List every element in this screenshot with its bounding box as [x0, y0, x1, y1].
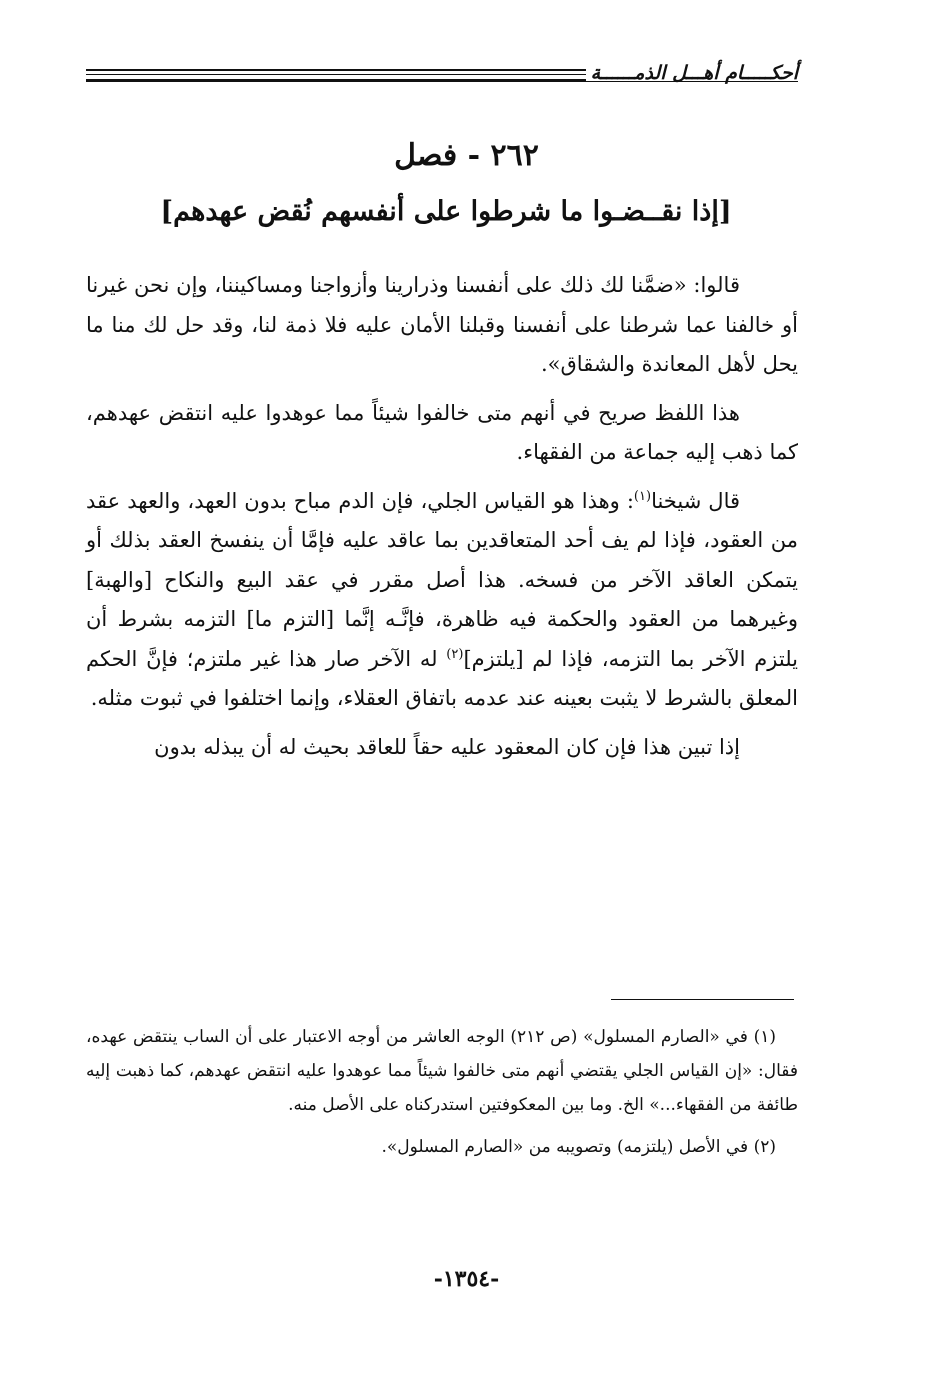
main-text — [86, 266, 798, 776]
footnotes — [86, 1020, 798, 1172]
page-number: -١٣٥٤- — [433, 1266, 500, 1292]
footnote-ref-2[interactable]: (٢) — [446, 646, 464, 662]
running-header — [86, 58, 798, 98]
paragraph-3-text-c: له الآخر صار هذا غير ملتزم؛ فإنَّ الحكم المعلق بالشرط لا يثبت بعينه عند عدمه باتفاق العقلاء، وإنما اختلفوا في ثبوت مثله. — [86, 646, 798, 710]
chapter-subtitle: [إذا نقــضـوا ما شرطوا على أنفسهم نُقض عهدهم] — [160, 196, 732, 227]
header-underline — [86, 81, 798, 82]
footnote-separator — [611, 999, 794, 1000]
paragraph-4: إذا تبين هذا فإن كان المعقود عليه حقاً للعاقد بحيث له أن يبذله بدون — [154, 734, 740, 759]
header-double-rule — [86, 69, 586, 81]
footnote-ref-1[interactable]: (١) — [633, 488, 652, 504]
running-header-title: أحكـــــام أهـــل الذمــــــة — [590, 62, 798, 84]
paragraph-1: قالوا: «ضمَّنا لك ذلك على أنفسنا وذرارينا وأزواجنا ومساكيننا، وإن نحن غيرنا أو خالفنا عما شرطنا على أنفسنا وقبلنا الأمان عليه فلا ذمة لنا، وقد حل لك منا ما يحل لأهل المعاندة والشقاق». — [86, 273, 798, 376]
paragraph-3-text-b: : وهذا هو القياس الجلي، فإن الدم مباح بدون العهد، والعهد عقد من العقود، فإذا لم يف أحد المتعاقدين بما عاقد عليه فإمَّا أن ينفسخ العقد بذلك أو يتمكن العاقد الآخر من فسخه. هذا أصل مقرر في عقد البيع والنكاح [والهبة] وغيرهما من العقود والحكمة فيه ظاهرة، فإنَّـه إنَّما [التزم ما] التزمه بشرط أن يلتزم الآخر بما التزمه، فإذا لم [يلتزم] — [86, 488, 798, 671]
footnote-1: (١) في «الصارم المسلول» (ص ٢١٢) الوجه العاشر من أوجه الاعتبار على أن الساب ينتقض عهده، فقال: «إن القياس الجلي يقتضي أنهم متى خالفوا شيئاً مما عوهدوا عليه انتقض عهدهم، كما ذهبت إليه طائفة من الفقهاء...» الخ. وما بين المعكوفتين استدركناه على الأصل منه. — [86, 1027, 798, 1115]
paragraph-3 — [86, 482, 798, 719]
chapter-title: ٢٦٢ - فصل — [394, 138, 539, 173]
footnote-2: (٢) في الأصل (يلتزمه) وتصويبه من «الصارم المسلول». — [381, 1137, 776, 1157]
paragraph-3-text-a: قال شيخنا — [651, 488, 741, 513]
paragraph-2: هذا اللفظ صريح في أنهم متى خالفوا شيئاً مما عوهدوا عليه انتقض عهدهم، كما ذهب إليه جماعة من الفقهاء. — [86, 400, 798, 464]
